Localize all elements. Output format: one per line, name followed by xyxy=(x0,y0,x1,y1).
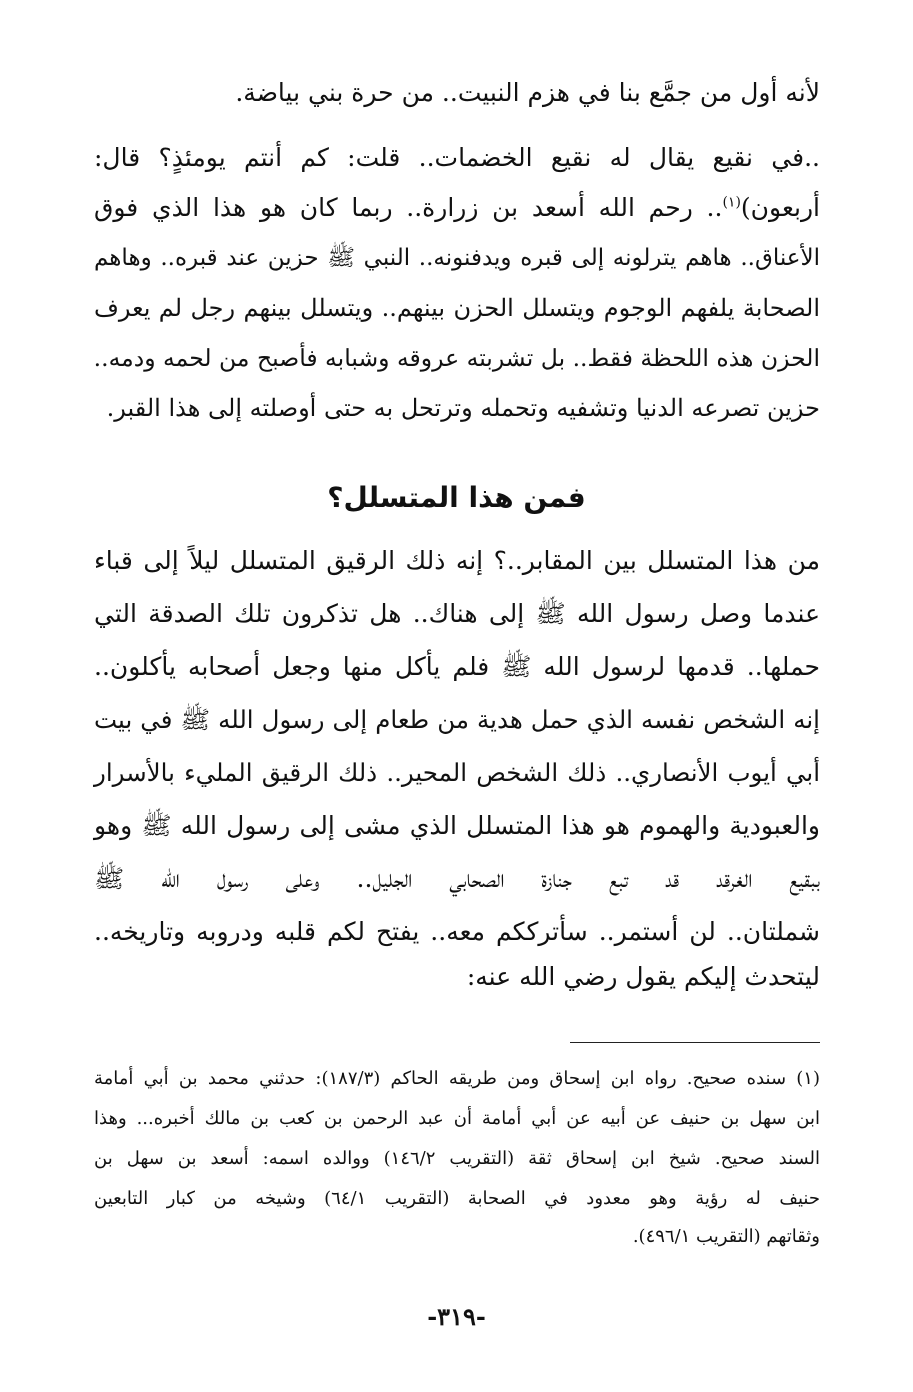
paragraph-1-line xyxy=(94,189,820,227)
page-number: -٣١٩- xyxy=(427,1302,486,1331)
footnote-line: (١) سنده صحيح. رواه ابن إسحاق ومن طريقه الحاكم (١٨٧/٣): حدثني محمد بن أبي أمامة xyxy=(94,1068,820,1089)
footnote-line: السند صحيح. شيخ ابن إسحاق ثقة (التقريب ١٤٦/٢) ووالده اسمه: أسعد بن سهل بن xyxy=(94,1148,820,1169)
paragraph-2-line: عندما وصل رسول الله ﷺ إلى هناك.. هل تذكرون تلك الصدقة التي xyxy=(94,599,820,628)
paragraph-1-line: الحزن هذه اللحظة فقط.. بل تشربته عروقه وشبابه فأصبح من لحمه ودمه.. xyxy=(93,344,820,372)
paragraph-2-line: شملتان.. لن أستمر.. سأترككم معه.. يفتح لكم قلبه ودروبه وتاريخه.. xyxy=(94,917,820,946)
paragraph-1-line: ..في نقيع يقال له نقيع الخضمات.. قلت: كم أنتم يومئذٍ؟ قال: xyxy=(94,143,820,172)
section-heading: فمن هذا المتسلل؟ xyxy=(327,481,586,514)
paragraph-1-line-lead: أربعون) xyxy=(740,193,820,222)
paragraph-1-line: حزين تصرعه الدنيا وتشفيه وتحمله وترتحل به حتى أوصلته إلى هذا القبر. xyxy=(106,394,820,422)
paragraph-2-line: من هذا المتسلل بين المقابر..؟ إنه ذلك الرقيق المتسلل ليلاً إلى قباء xyxy=(94,546,820,575)
paragraph-2-line: حملها.. قدمها لرسول الله ﷺ فلم يأكل منها وجعل أصحابه يأكلون.. xyxy=(94,652,820,681)
paragraph-1-line: الأعناق.. هاهم يترلونه إلى قبره ويدفنونه.. النبي ﷺ حزين عند قبره.. وهاهم xyxy=(94,245,820,271)
paragraph-2-line: أبي أيوب الأنصاري.. ذلك الشخص المحير.. ذلك الرقيق المليء بالأسرار xyxy=(94,758,820,787)
footnote-separator xyxy=(570,1042,820,1043)
paragraph-1-line-rest: .. رحم الله أسعد بن زرارة.. ربما كان هو هذا الذي فوق xyxy=(94,193,723,222)
footnote-line: وثقاتهم (التقريب ٤٩٦/١). xyxy=(632,1226,820,1247)
paragraph-2-line: إنه الشخص نفسه الذي حمل هدية من طعام إلى رسول الله ﷺ في بيت xyxy=(94,705,820,734)
footnote-reference[interactable]: (١) xyxy=(722,194,741,211)
paragraph-2-line: ليتحدث إليكم يقول رضي الله عنه: xyxy=(466,962,820,991)
paragraph-2-line: والعبودية والهموم هو هذا المتسلل الذي مشى إلى رسول الله ﷺ وهو xyxy=(94,811,820,840)
footnote-line: حنيف له رؤية وهو معدود في الصحابة (التقريب ٦٤/١) وشيخه من كبار التابعين xyxy=(94,1188,820,1209)
intro-line: لأنه أول من جمَّع بنا في هزم النبيت.. من حرة بني بياضة. xyxy=(235,78,820,107)
paragraph-2-line: ببقيع الغرقد قد تبع جنازة الصحابي الجليل.. وعلى رسول الله ﷺ xyxy=(94,864,820,893)
footnote-line: ابن سهل بن حنيف عن أبيه عن أبي أمامة أن عبد الرحمن بن كعب بن مالك أخبره... وهذا xyxy=(94,1108,820,1129)
paragraph-1-line: الصحابة يلفهم الوجوم ويتسلل الحزن بينهم.. ويتسلل بينهم رجل لم يعرف xyxy=(94,294,820,322)
